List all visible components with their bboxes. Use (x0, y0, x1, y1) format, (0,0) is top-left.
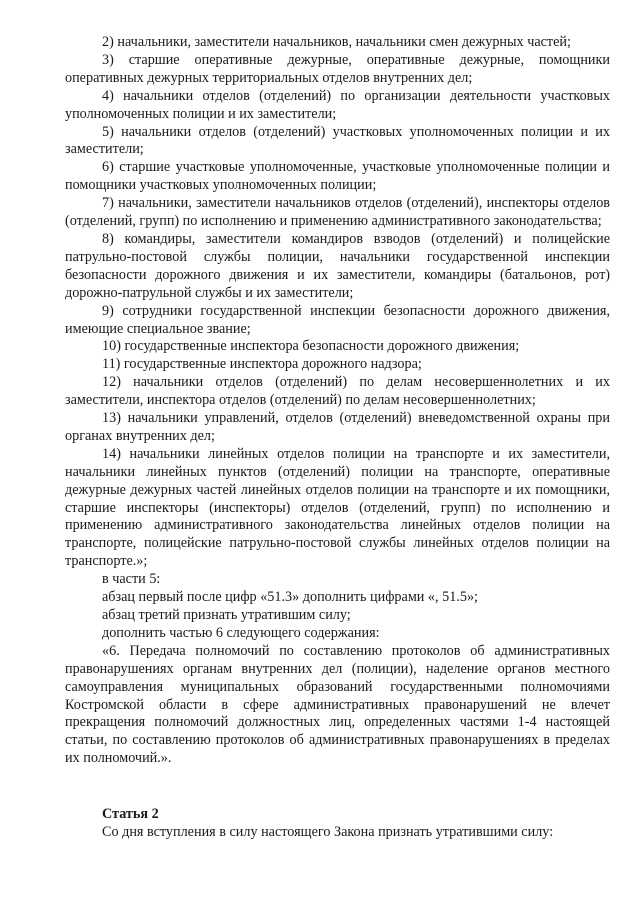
list-item-3: 3) старшие оперативные дежурные, оперативные дежурные, помощники оперативных дежурных территориальных отделов внутренних дел; (65, 51, 610, 86)
list-item-7: 7) начальники, заместители начальников отделов (отделений), инспекторы отделов (отделений, групп) по исполнению и применению административного законодательства; (65, 195, 610, 230)
part-6-text: «6. Передача полномочий по составлению протоколов об административных правонарушениях органам внутренних дел (полиции), наделение органов местного самоуправления муниципальных образований государственными полномочиями Костромской области в сфере административных правонарушений не влечет прекращения полномочий должностных лиц, определенных частями 1-4 настоящей статьи, по составлению протоколов об административных правонарушениях в пределах их полномочий.». (65, 642, 610, 767)
article-heading: Статья 2 (102, 806, 159, 823)
list-item-14: 14) начальники линейных отделов полиции на транспорте и их заместители, начальники линейных пунктов (отделений) полиции на транспорте, оперативные дежурные дежурных частей линейных отделов полиции на транспорте и их помощники, старшие инспекторы (инспекторы) отделов (отделений, групп) по исполнению и применению административного законодательства линейных отделов полиции на транспорте, полицейские патрульно-постовой службы линейных отделов полиции на транспорте.»; (65, 445, 610, 570)
document-page (65, 34, 610, 842)
list-item-5: 5) начальники отделов (отделений) участковых уполномоченных полиции и их заместители; (65, 123, 610, 158)
list-item-11: 11) государственные инспектора дорожного надзора; (102, 356, 422, 373)
list-item-4: 4) начальники отделов (отделений) по организации деятельности участковых уполномоченных полиции и их заместители; (65, 87, 610, 122)
list-item-10: 10) государственные инспектора безопасности дорожного движения; (102, 338, 520, 355)
list-item-12: 12) начальники отделов (отделений) по делам несовершеннолетних и их заместители, инспектора отделов (отделений) по делам несовершеннолетних; (65, 374, 610, 409)
list-item-8: 8) командиры, заместители командиров взводов (отделений) и полицейские патрульно-постовой службы полиции, начальники государственной инспекции безопасности дорожного движения и их заместители, командиры (батальонов, рот) дорожно-патрульной службы и их заместители; (65, 230, 610, 301)
amendment-add-part-6: дополнить частью 6 следующего содержания: (102, 624, 380, 641)
amendment-part-5: в части 5: (102, 571, 161, 588)
list-item-2: 2) начальники, заместители начальников, начальники смен дежурных частей; (102, 34, 571, 50)
list-item-6: 6) старшие участковые уполномоченные, участковые уполномоченные полиции и помощники участковых уполномоченных полиции; (65, 159, 610, 194)
list-item-9: 9) сотрудники государственной инспекции безопасности дорожного движения, имеющие специальное звание; (65, 302, 610, 337)
amendment-paragraph-first: абзац первый после цифр «51.3» дополнить цифрами «, 51.5»; (102, 589, 478, 606)
article-2-text: Со дня вступления в силу настоящего Закона признать утратившими силу: (102, 824, 554, 841)
list-item-13: 13) начальники управлений, отделов (отделений) вневедомственной охраны при органах внутренних дел; (65, 410, 610, 444)
amendment-paragraph-third: абзац третий признать утратившим силу; (102, 607, 351, 623)
